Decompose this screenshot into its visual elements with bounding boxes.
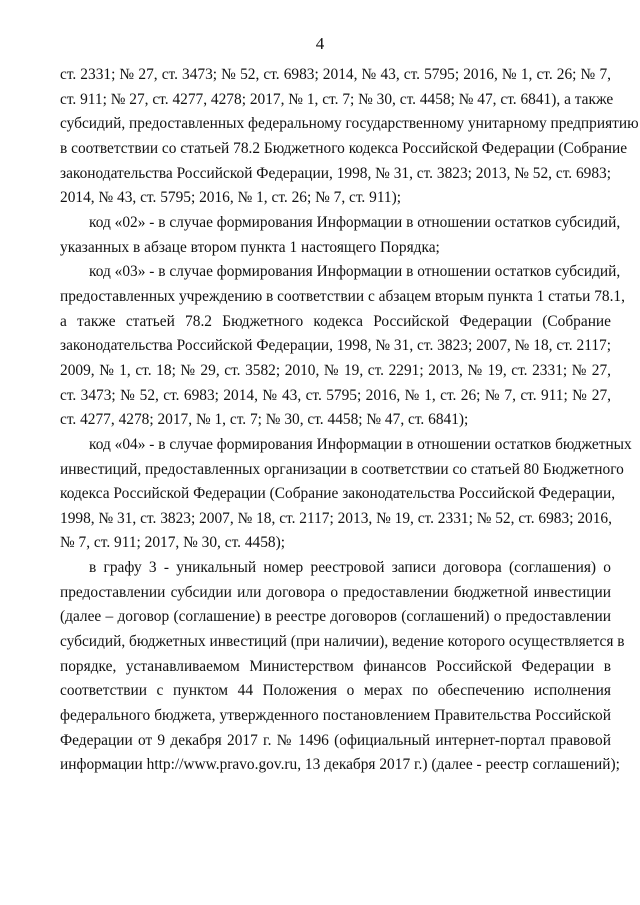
text-line: 1998, № 31, ст. 3823; 2007, № 18, ст. 2117; 2013, № 19, ст. 2331; № 52, ст. 6983; 2016, <box>60 509 612 527</box>
text-line: соответствии с пунктом 44 Положения о мерах по обеспечению исполнения <box>60 682 611 700</box>
paragraph-legal-references <box>60 63 639 211</box>
text-line: ст. 911; № 27, ст. 4277, 4278; 2017, № 1, ст. 7; № 30, ст. 4458; № 47, ст. 6841), а также <box>60 90 614 108</box>
text-line: законодательства Российской Федерации, 1998, № 31, ст. 3823; 2013, № 52, ст. 6983; <box>60 164 612 182</box>
text-line: субсидий, бюджетных инвестиций (при наличии), ведение которого осуществляется в <box>60 633 625 651</box>
text-line: 2014, № 43, ст. 5795; 2016, № 1, ст. 26; № 7, ст. 911); <box>60 189 402 207</box>
text-line: порядке, устанавливаемом Министерством финансов Российской Федерации в <box>60 657 611 675</box>
paragraph-code-03 <box>60 260 625 433</box>
paragraph-code-04 <box>60 433 632 556</box>
text-line: предоставленных учреждению в соответствии с абзацем вторым пункта 1 статьи 78.1, <box>60 287 625 305</box>
text-line: информации http://www.pravo.gov.ru, 13 декабря 2017 г.) (далее - реестр соглашений); <box>60 756 620 774</box>
text-line: инвестиций, предоставленных организации в соответствии со статьей 80 Бюджетного <box>60 460 624 478</box>
text-line: Федерации от 9 декабря 2017 г. № 1496 (официальный интернет-портал правовой <box>60 731 611 749</box>
text-line: указанных в абзаце втором пункта 1 настоящего Порядка; <box>60 238 440 256</box>
text-line: федерального бюджета, утвержденного постановлением Правительства Российской <box>60 707 611 725</box>
text-line: ст. 4277, 4278; 2017, № 1, ст. 7; № 30, ст. 4458; № 47, ст. 6841); <box>60 411 469 429</box>
text-line: код «03» - в случае формирования Информации в отношении остатков субсидий, <box>89 263 621 281</box>
text-line: 2009, № 1, ст. 18; № 29, ст. 3582; 2010, № 19, ст. 2291; 2013, № 19, ст. 2331; № 27, <box>60 361 611 379</box>
text-line: код «04» - в случае формирования Информации в отношении остатков бюджетных <box>89 435 632 453</box>
text-line: в графу 3 - уникальный номер реестровой записи договора (соглашения) о <box>89 559 611 577</box>
text-line: код «02» - в случае формирования Информации в отношении остатков субсидий, <box>89 213 621 231</box>
text-line: (далее – договор (соглашение) в реестре договоров (соглашений) о предоставлении <box>60 608 611 626</box>
text-line: предоставлении субсидии или договора о предоставлении бюджетной инвестиции <box>60 583 611 601</box>
text-line: кодекса Российской Федерации (Собрание законодательства Российской Федерации, <box>60 485 616 503</box>
text-line: № 7, ст. 911; 2017, № 30, ст. 4458); <box>60 534 286 552</box>
page-number: 4 <box>315 34 325 53</box>
paragraph-code-02 <box>60 211 621 260</box>
text-line: в соответствии со статьей 78.2 Бюджетного кодекса Российской Федерации (Собрание <box>60 139 628 157</box>
text-line: субсидий, предоставленных федеральному государственному унитарному предприятию <box>60 115 639 133</box>
text-line: ст. 3473; № 52, ст. 6983; 2014, № 43, ст. 5795; 2016, № 1, ст. 26; № 7, ст. 911; № 27, <box>60 386 611 404</box>
text-line: ст. 2331; № 27, ст. 3473; № 52, ст. 6983; 2014, № 43, ст. 5795; 2016, № 1, ст. 26; № 7, <box>60 66 611 83</box>
document-body <box>60 63 639 778</box>
text-line: а также статьей 78.2 Бюджетного кодекса Российской Федерации (Собрание <box>60 312 611 330</box>
text-line: законодательства Российской Федерации, 1998, № 31, ст. 3823; 2007, № 18, ст. 2117; <box>60 337 611 355</box>
paragraph-column-3 <box>60 556 625 778</box>
